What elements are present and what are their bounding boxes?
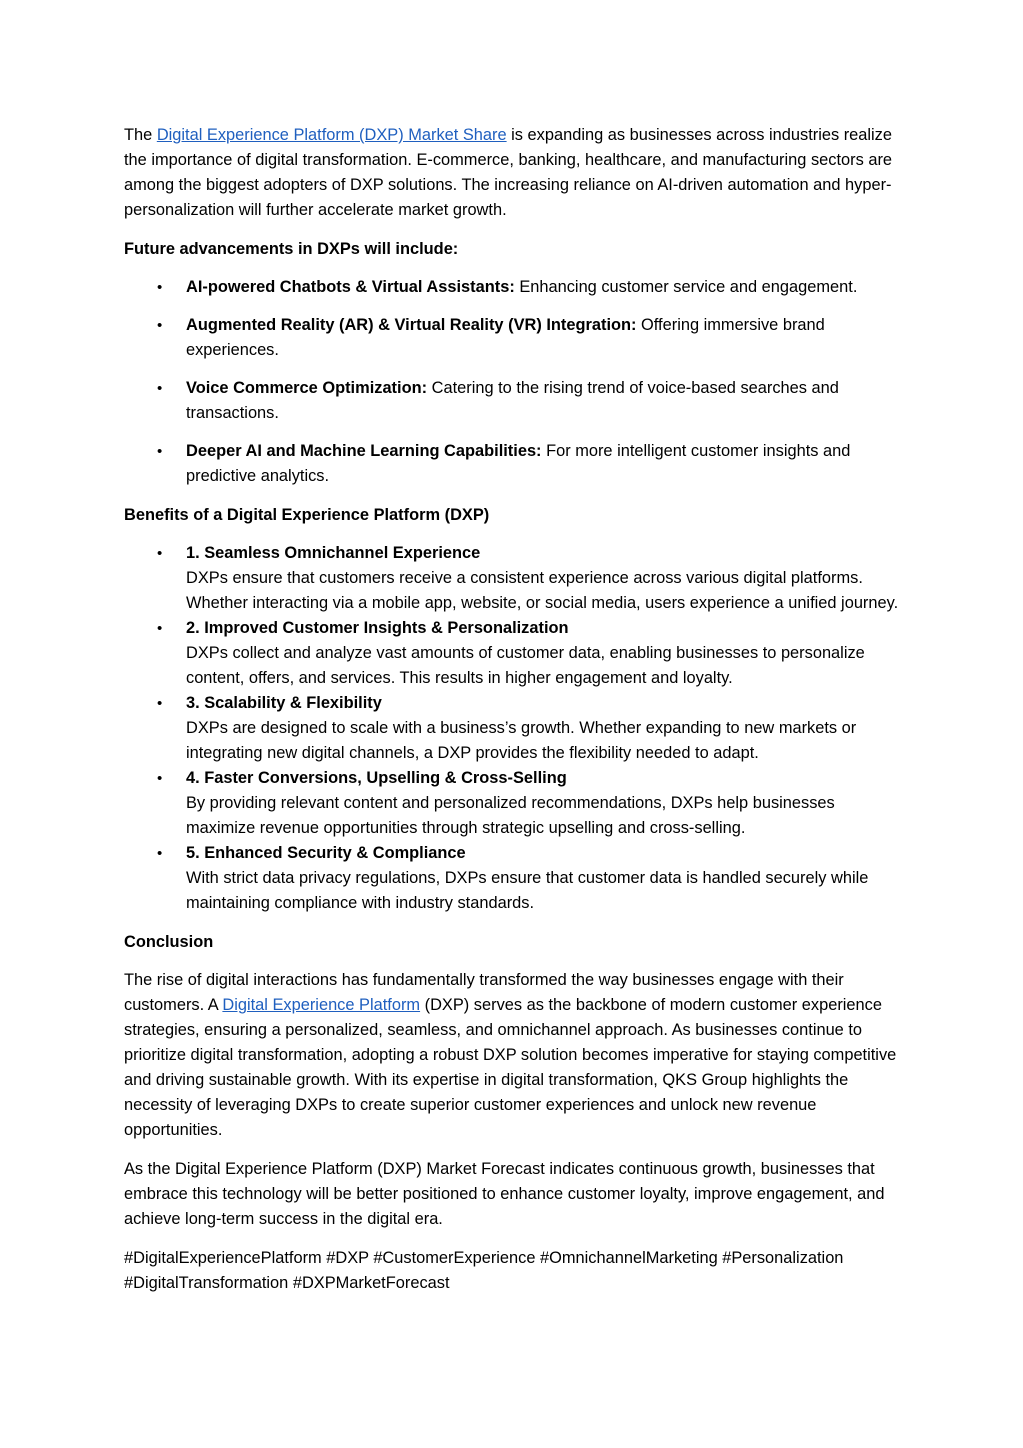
list-item: [124, 616, 899, 691]
list-item: [124, 275, 899, 300]
list-item: [124, 439, 899, 489]
item-title: 2. Improved Customer Insights & Personalization: [186, 619, 569, 637]
forecast-paragraph: As the Digital Experience Platform (DXP) Market Forecast indicates continuous growth, businesses that embrace this technology will be better positioned to enhance customer loyalty, improve engagement, and achieve long-term success in the digital era.: [124, 1160, 885, 1228]
document-body: [124, 123, 899, 1310]
intro-text-end: is expanding as businesses across industries realize the importance of digital transformation. E-commerce, banking, healthcare, and manufacturing sectors are among the biggest adopters of DXP solutions. The increasing reliance on AI-driven automation and hyper-personalization will further accelerate market growth.: [124, 126, 893, 219]
item-text: DXPs collect and analyze vast amounts of customer data, enabling businesses to personalize content, offers, and services. This results in higher engagement and loyalty.: [186, 644, 865, 687]
item-text: DXPs are designed to scale with a business’s growth. Whether expanding to new markets or integrating new digital channels, a DXP provides the flexibility needed to adapt.: [186, 719, 857, 762]
item-text: Catering to the rising trend of voice-based searches and transactions.: [186, 379, 839, 422]
item-title: Deeper AI and Machine Learning Capabilities:: [186, 442, 542, 460]
conclusion-heading: Conclusion: [124, 933, 214, 951]
bullet-icon: •: [157, 279, 163, 296]
dxp-link[interactable]: Digital Experience Platform: [222, 996, 421, 1014]
list-item: [124, 691, 899, 766]
intro-paragraph: [124, 123, 899, 223]
list-item: [124, 766, 899, 841]
item-text: DXPs ensure that customers receive a consistent experience across various digital platforms. Whether interacting via a mobile app, website, or social media, users experience a unified journey.: [186, 569, 899, 612]
dxp-market-share-link[interactable]: Digital Experience Platform (DXP) Market Share: [156, 126, 507, 144]
item-text: With strict data privacy regulations, DXPs ensure that customer data is handled securely while maintaining compliance with industry standards.: [186, 869, 869, 912]
future-list: [124, 275, 899, 489]
item-title: Augmented Reality (AR) & Virtual Reality (VR) Integration:: [186, 316, 637, 334]
bullet-icon: •: [157, 443, 163, 460]
list-item: [124, 313, 899, 363]
item-title: 5. Enhanced Security & Compliance: [186, 844, 466, 862]
bullet-icon: •: [157, 695, 163, 712]
conclusion-text-start: The rise of digital interactions has fundamentally transformed the way businesses engage with their customers. A: [124, 971, 844, 1014]
bullet-icon: •: [157, 845, 163, 862]
bullet-icon: •: [157, 770, 163, 787]
future-heading: Future advancements in DXPs will include:: [124, 240, 459, 258]
benefits-list: [124, 541, 899, 916]
list-item: [124, 376, 899, 426]
item-text: By providing relevant content and personalized recommendations, DXPs help businesses maximize revenue opportunities through strategic upselling and cross-selling.: [186, 794, 835, 837]
hashtags: #DigitalExperiencePlatform #DXP #CustomerExperience #OmnichannelMarketing #Personalization #DigitalTransformation #DXPMarketForecast: [124, 1249, 844, 1292]
conclusion-text-end: (DXP) serves as the backbone of modern customer experience strategies, ensuring a personalized, seamless, and omnichannel approach. As businesses continue to prioritize digital transformation, adopting a robust DXP solution becomes imperative for staying competitive and driving sustainable growth. With its expertise in digital transformation, QKS Group highlights the necessity of leveraging DXPs to create superior customer experiences and unlock new revenue opportunities.: [124, 996, 897, 1139]
bullet-icon: •: [157, 545, 163, 562]
item-title: 3. Scalability & Flexibility: [186, 694, 382, 712]
conclusion-paragraph: [124, 968, 899, 1143]
intro-text-start: The: [124, 126, 157, 144]
item-text: For more intelligent customer insights and predictive analytics.: [186, 442, 851, 485]
benefits-heading: Benefits of a Digital Experience Platform (DXP): [124, 506, 490, 524]
list-item: [124, 841, 899, 916]
item-title: AI-powered Chatbots & Virtual Assistants:: [186, 278, 515, 296]
item-title: 4. Faster Conversions, Upselling & Cross-Selling: [186, 769, 567, 787]
item-text: Offering immersive brand experiences.: [186, 316, 825, 359]
bullet-icon: •: [157, 380, 163, 397]
bullet-icon: •: [157, 317, 163, 334]
item-title: 1. Seamless Omnichannel Experience: [186, 544, 481, 562]
list-item: [124, 541, 899, 616]
item-title: Voice Commerce Optimization:: [186, 379, 428, 397]
item-text: Enhancing customer service and engagement.: [514, 278, 858, 296]
bullet-icon: •: [157, 620, 163, 637]
